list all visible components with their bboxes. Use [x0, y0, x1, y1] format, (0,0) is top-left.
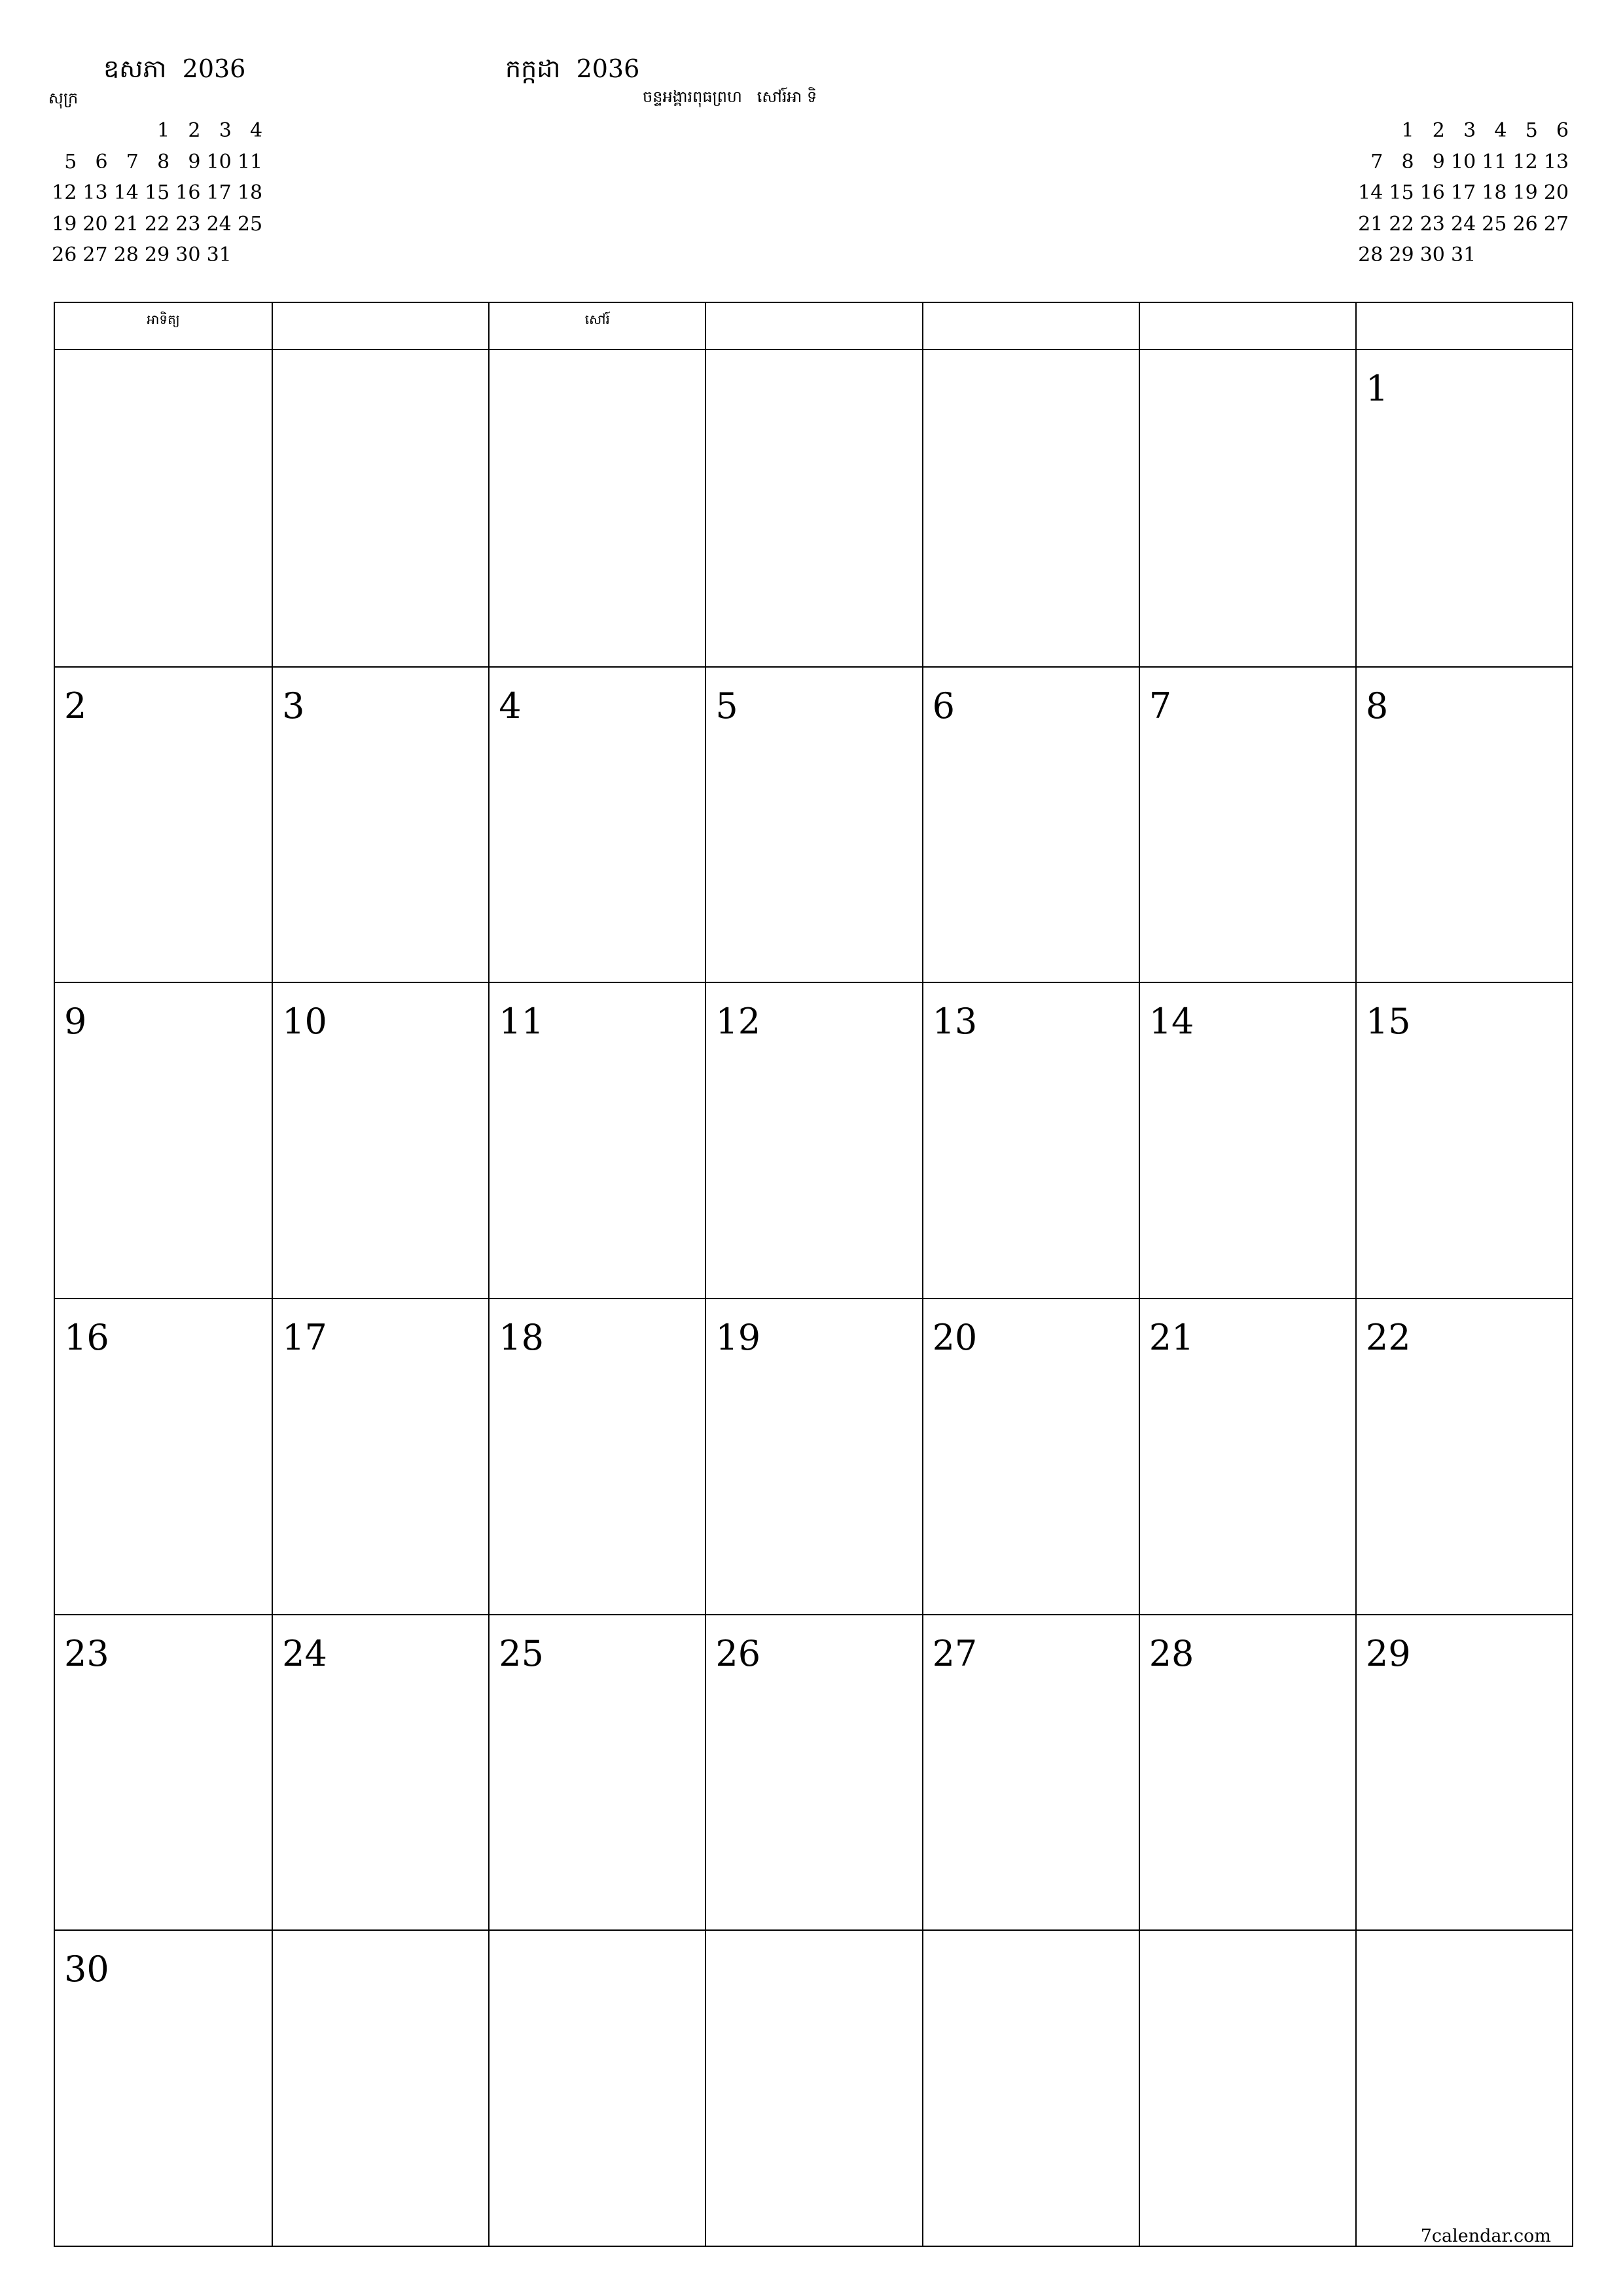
mini-day: 12 — [1512, 150, 1538, 173]
day-number: 15 — [1365, 1001, 1411, 1043]
mini-day: 11 — [1482, 150, 1507, 173]
day-cell[interactable] — [1139, 1298, 1355, 1614]
mini-day: 12 — [52, 181, 77, 204]
weekday-header-cell — [1139, 303, 1355, 349]
prev-month-title: ឧសភា 2036 — [103, 54, 246, 83]
day-number: 29 — [1365, 1632, 1411, 1674]
day-number: 2 — [64, 685, 87, 726]
day-cell[interactable] — [488, 982, 705, 1298]
mini-day — [48, 115, 79, 147]
mini-day: 7 — [126, 150, 139, 173]
mini-day — [111, 115, 141, 147]
day-cell[interactable] — [705, 982, 921, 1298]
mini-day: 15 — [145, 181, 170, 204]
day-cell[interactable] — [1355, 1298, 1572, 1614]
day-cell[interactable] — [272, 666, 488, 982]
day-cell[interactable] — [55, 982, 272, 1298]
current-weekdays-label: ចន្ទអង្គារពុធព្រហ សៅរ៍អា ទិ — [643, 88, 817, 106]
day-number: 30 — [64, 1948, 109, 1990]
mini-day: 14 — [1358, 181, 1383, 204]
mini-day: 17 — [1451, 181, 1476, 204]
day-number: 10 — [282, 1001, 327, 1043]
day-cell[interactable] — [488, 666, 705, 982]
mini-day: 26 — [1512, 212, 1538, 236]
mini-day — [1541, 240, 1571, 271]
day-cell[interactable] — [1139, 350, 1355, 666]
mini-day: 17 — [206, 181, 232, 204]
mini-day: 25 — [1482, 212, 1507, 236]
mini-day — [79, 115, 110, 147]
day-number: 16 — [64, 1316, 109, 1358]
day-cell[interactable] — [272, 1929, 488, 2246]
day-number: 13 — [932, 1001, 978, 1043]
mini-day: 28 — [1358, 243, 1383, 266]
mini-day: 16 — [175, 181, 201, 204]
day-number: 8 — [1365, 685, 1389, 726]
weekday-header-cell: សៅរ៍ — [488, 303, 705, 349]
day-cell[interactable] — [922, 666, 1139, 982]
day-number: 11 — [499, 1001, 544, 1043]
day-number: 4 — [499, 685, 522, 726]
mini-day: 3 — [1463, 119, 1476, 142]
mini-day: 9 — [188, 150, 201, 173]
day-cell[interactable] — [1355, 1614, 1572, 1930]
day-number: 17 — [282, 1316, 327, 1358]
mini-day: 27 — [82, 243, 108, 266]
mini-day: 31 — [206, 243, 232, 266]
day-number: 14 — [1149, 1001, 1194, 1043]
mini-day: 21 — [1358, 212, 1383, 236]
day-cell[interactable] — [922, 350, 1139, 666]
site-credit: 7calendar.com — [1420, 2226, 1551, 2246]
mini-day: 30 — [1419, 243, 1445, 266]
day-cell[interactable] — [1355, 1929, 1572, 2246]
weekday-header-cell: អាទិត្យ — [147, 312, 180, 327]
day-cell[interactable] — [1139, 1614, 1355, 1930]
mini-day: 29 — [1389, 243, 1414, 266]
day-cell[interactable] — [272, 1614, 488, 1930]
mini-day: 3 — [219, 119, 232, 142]
mini-day: 4 — [1494, 119, 1507, 142]
mini-day: 1 — [1401, 119, 1414, 142]
day-number: 12 — [715, 1001, 761, 1043]
day-number: 24 — [282, 1632, 327, 1674]
mini-day: 19 — [52, 212, 77, 236]
mini-day: 16 — [1419, 181, 1445, 204]
mini-day: 31 — [1451, 243, 1476, 266]
mini-day: 6 — [1556, 119, 1569, 142]
mini-day: 5 — [64, 150, 77, 173]
mini-day: 28 — [113, 243, 139, 266]
prev-month-mini-calendar — [48, 115, 265, 271]
day-cell[interactable] — [705, 666, 921, 982]
mini-day — [1478, 240, 1509, 271]
mini-day: 5 — [1525, 119, 1538, 142]
day-cell[interactable] — [1139, 1929, 1355, 2246]
day-cell[interactable] — [488, 350, 705, 666]
mini-day: 27 — [1543, 212, 1569, 236]
mini-day: 10 — [1451, 150, 1476, 173]
day-number: 18 — [499, 1316, 544, 1358]
day-cell[interactable] — [705, 1929, 921, 2246]
day-number: 25 — [499, 1632, 544, 1674]
mini-day — [1509, 240, 1540, 271]
weekday-header-row — [55, 303, 1572, 350]
next-month-mini-calendar — [1355, 115, 1571, 271]
mini-day: 20 — [1543, 181, 1569, 204]
day-number: 7 — [1149, 685, 1172, 726]
day-number: 21 — [1149, 1316, 1194, 1358]
weekday-header-cell — [922, 303, 1139, 349]
mini-day: 6 — [95, 150, 108, 173]
day-cell[interactable] — [272, 982, 488, 1298]
mini-day: 11 — [237, 150, 263, 173]
day-number: 28 — [1149, 1632, 1194, 1674]
mini-day: 2 — [188, 119, 201, 142]
day-cell[interactable] — [55, 1929, 272, 2246]
day-cell[interactable] — [705, 1614, 921, 1930]
mini-day: 21 — [113, 212, 139, 236]
day-cell[interactable] — [272, 1298, 488, 1614]
day-number: 26 — [715, 1632, 761, 1674]
day-cell[interactable] — [922, 1614, 1139, 1930]
mini-day: 13 — [1543, 150, 1569, 173]
mini-day: 26 — [52, 243, 77, 266]
prev-mini-label: សុក្រ — [48, 89, 79, 107]
current-month-title: កក្កដា 2036 — [505, 54, 640, 83]
mini-day: 1 — [157, 119, 170, 142]
day-number: 6 — [932, 685, 955, 726]
day-cell[interactable] — [272, 350, 488, 666]
day-cell[interactable] — [922, 1929, 1139, 2246]
mini-day: 7 — [1370, 150, 1383, 173]
mini-day: 22 — [1389, 212, 1414, 236]
day-number: 23 — [64, 1632, 109, 1674]
day-number: 20 — [932, 1316, 978, 1358]
day-number: 27 — [932, 1632, 978, 1674]
day-cell[interactable] — [55, 350, 272, 666]
mini-day: 23 — [175, 212, 201, 236]
mini-day: 2 — [1432, 119, 1445, 142]
day-cell[interactable] — [1355, 666, 1572, 982]
day-cell[interactable] — [1139, 666, 1355, 982]
day-number: 1 — [1365, 368, 1389, 409]
day-cell[interactable] — [55, 1298, 272, 1614]
mini-day: 22 — [145, 212, 170, 236]
weekday-header-cell — [272, 303, 488, 349]
mini-day: 20 — [82, 212, 108, 236]
mini-day: 4 — [249, 119, 263, 142]
mini-day: 14 — [113, 181, 139, 204]
mini-day — [1355, 115, 1385, 147]
mini-day: 13 — [82, 181, 108, 204]
day-cell[interactable] — [55, 666, 272, 982]
day-number: 9 — [64, 1001, 87, 1043]
day-number: 19 — [715, 1316, 761, 1358]
day-cell[interactable] — [1139, 982, 1355, 1298]
day-cell[interactable] — [55, 1614, 272, 1930]
mini-day: 8 — [157, 150, 170, 173]
mini-day: 18 — [237, 181, 263, 204]
mini-day: 29 — [145, 243, 170, 266]
day-cell[interactable] — [922, 982, 1139, 1298]
day-cell[interactable] — [705, 350, 921, 666]
day-number: 22 — [1365, 1316, 1411, 1358]
month-grid — [54, 302, 1573, 2247]
weekday-header-cell — [705, 303, 921, 349]
day-number: 5 — [715, 685, 738, 726]
day-number: 3 — [282, 685, 305, 726]
weeks-grid — [55, 350, 1572, 2246]
mini-day: 24 — [206, 212, 232, 236]
mini-day: 10 — [206, 150, 232, 173]
mini-day: 30 — [175, 243, 201, 266]
mini-day: 15 — [1389, 181, 1414, 204]
day-cell[interactable] — [488, 1614, 705, 1930]
mini-day: 9 — [1432, 150, 1445, 173]
mini-day: 24 — [1451, 212, 1476, 236]
mini-day — [234, 240, 265, 271]
day-cell[interactable] — [922, 1298, 1139, 1614]
mini-day: 8 — [1401, 150, 1414, 173]
day-cell[interactable] — [1355, 982, 1572, 1298]
day-cell[interactable] — [488, 1929, 705, 2246]
day-cell[interactable] — [1355, 350, 1572, 666]
weekday-header-cell — [1355, 303, 1572, 349]
mini-day: 25 — [237, 212, 263, 236]
mini-day: 23 — [1419, 212, 1445, 236]
day-cell[interactable] — [488, 1298, 705, 1614]
mini-day: 19 — [1512, 181, 1538, 204]
day-cell[interactable] — [705, 1298, 921, 1614]
mini-day: 18 — [1482, 181, 1507, 204]
